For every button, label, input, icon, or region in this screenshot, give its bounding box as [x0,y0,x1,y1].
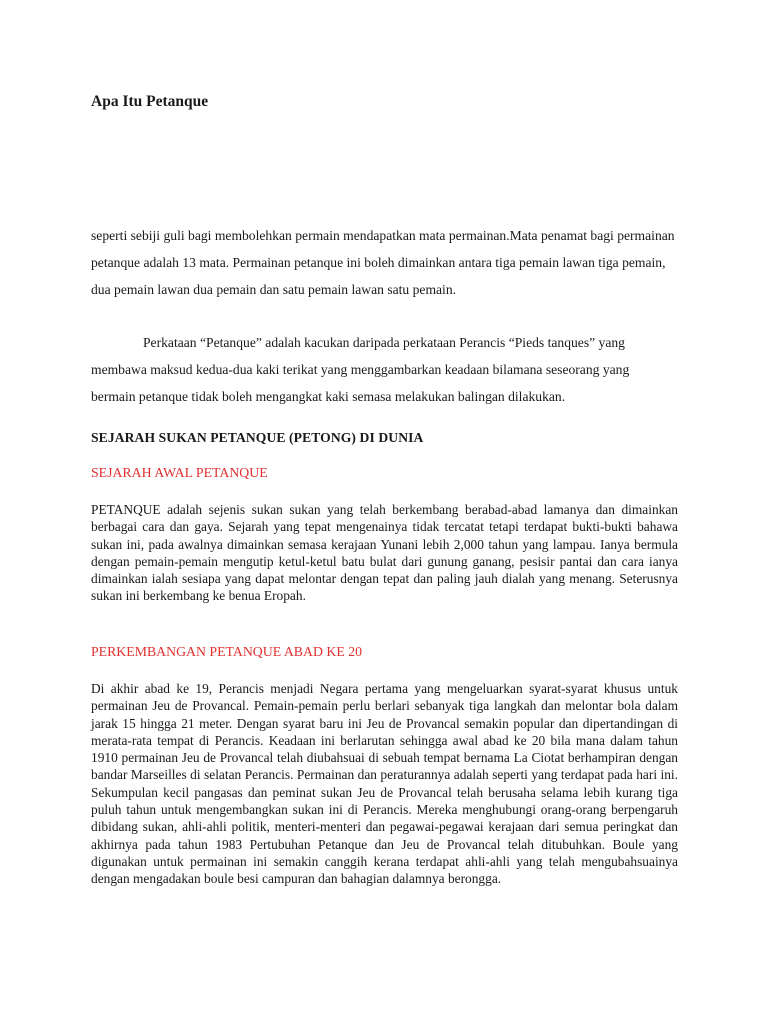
section-heading-history: SEJARAH SUKAN PETANQUE (PETONG) DI DUNIA [91,430,424,445]
development-paragraph: Di akhir abad ke 19, Perancis menjadi Negara pertama yang mengeluarkan syarat-syarat khusus untuk permainan Jeu de Provancal. Pemain-pemain perlu berlari sebanyak tiga langkah dan melontar bola dalam jarak 15 hingga 21 meter. Dengan syarat baru ini Jeu de Provancal semakin popular dan dipertandingan di merata-rata tempat di Perancis. Keadaan ini berlarutan sehingga awal abad ke 20 bila mana dalam tahun 1910 permainan Jeu de Provancal telah diubahsuai di sebuah tempat bernama La Ciotat berhampiran dengan bandar Marseilles di selatan Perancis. Permainan dan peraturannya adalah seperti yang terdapat pada hari ini. Sekumpulan kecil pangasas dan peminat sukan Jeu de Provancal telah berusaha selama lebih kurang tiga puluh tahun untuk mengembangkan sukan ini di Perancis. Mereka menghubungi orang-orang berpengaruh dibidang sukan, ahli-ahli politik, menteri-menteri dan pegawai-pegawai kerajaan dari semua peringkat dan akhirnya pada tahun 1983 Pertubuhan Petanque dan Jeu de Provancal telah ditubuhkan. Boule yang digunakan untuk permainan ini semakin canggih kerana terdapat ahli-ahli yang telah mengubahsuainya dengan mengadakan boule besi campuran dan bahagian dalamnya berongga. [91,681,678,887]
subheading-20th-century: PERKEMBANGAN PETANQUE ABAD KE 20 [91,644,363,659]
intro-paragraph: seperti sebiji guli bagi membolehkan permain mendapatkan mata permainan.Mata penamat bagi permainan petanque adalah 13 mata. Permainan petanque ini boleh dimainkan antara tiga pemain lawan tiga pemain, dua pemain lawan dua pemain dan satu pemain lawan satu pemain. [91,228,675,297]
early-history-paragraph: PETANQUE adalah sejenis sukan sukan yang telah berkembang berabad-abad lamanya dan dimainkan berbagai cara dan gaya. Sejarah yang tepat mengenainya tidak tercatat tetapi terdapat bukti-bukti bahawa sukan ini, pada awalnya dimainkan semasa kerajaan Yunani lebih 2,000 tahun yang lampau. Ianya bermula dengan pemain-pemain mengutip ketul-ketul batu bulat dari gunung ganang, pesisir pantai dan cara ianya dimainkan ialah sesiapa yang dapat melontar dengan tepat dan paling jauh dialah yang menang. Seterusnya sukan ini berkembang ke benua Eropah. [91,502,678,604]
document-title: Apa Itu Petanque [91,93,209,110]
etymology-paragraph: Perkataan “Petanque” adalah kacukan daripada perkataan Perancis “Pieds tanques” yang membawa maksud kedua-dua kaki terikat yang menggambarkan keadaan bilamana seseorang yang bermain petanque tidak boleh mengangkat kaki semasa melakukan balingan dilakukan. [91,335,630,404]
subheading-early-history: SEJARAH AWAL PETANQUE [91,465,268,480]
